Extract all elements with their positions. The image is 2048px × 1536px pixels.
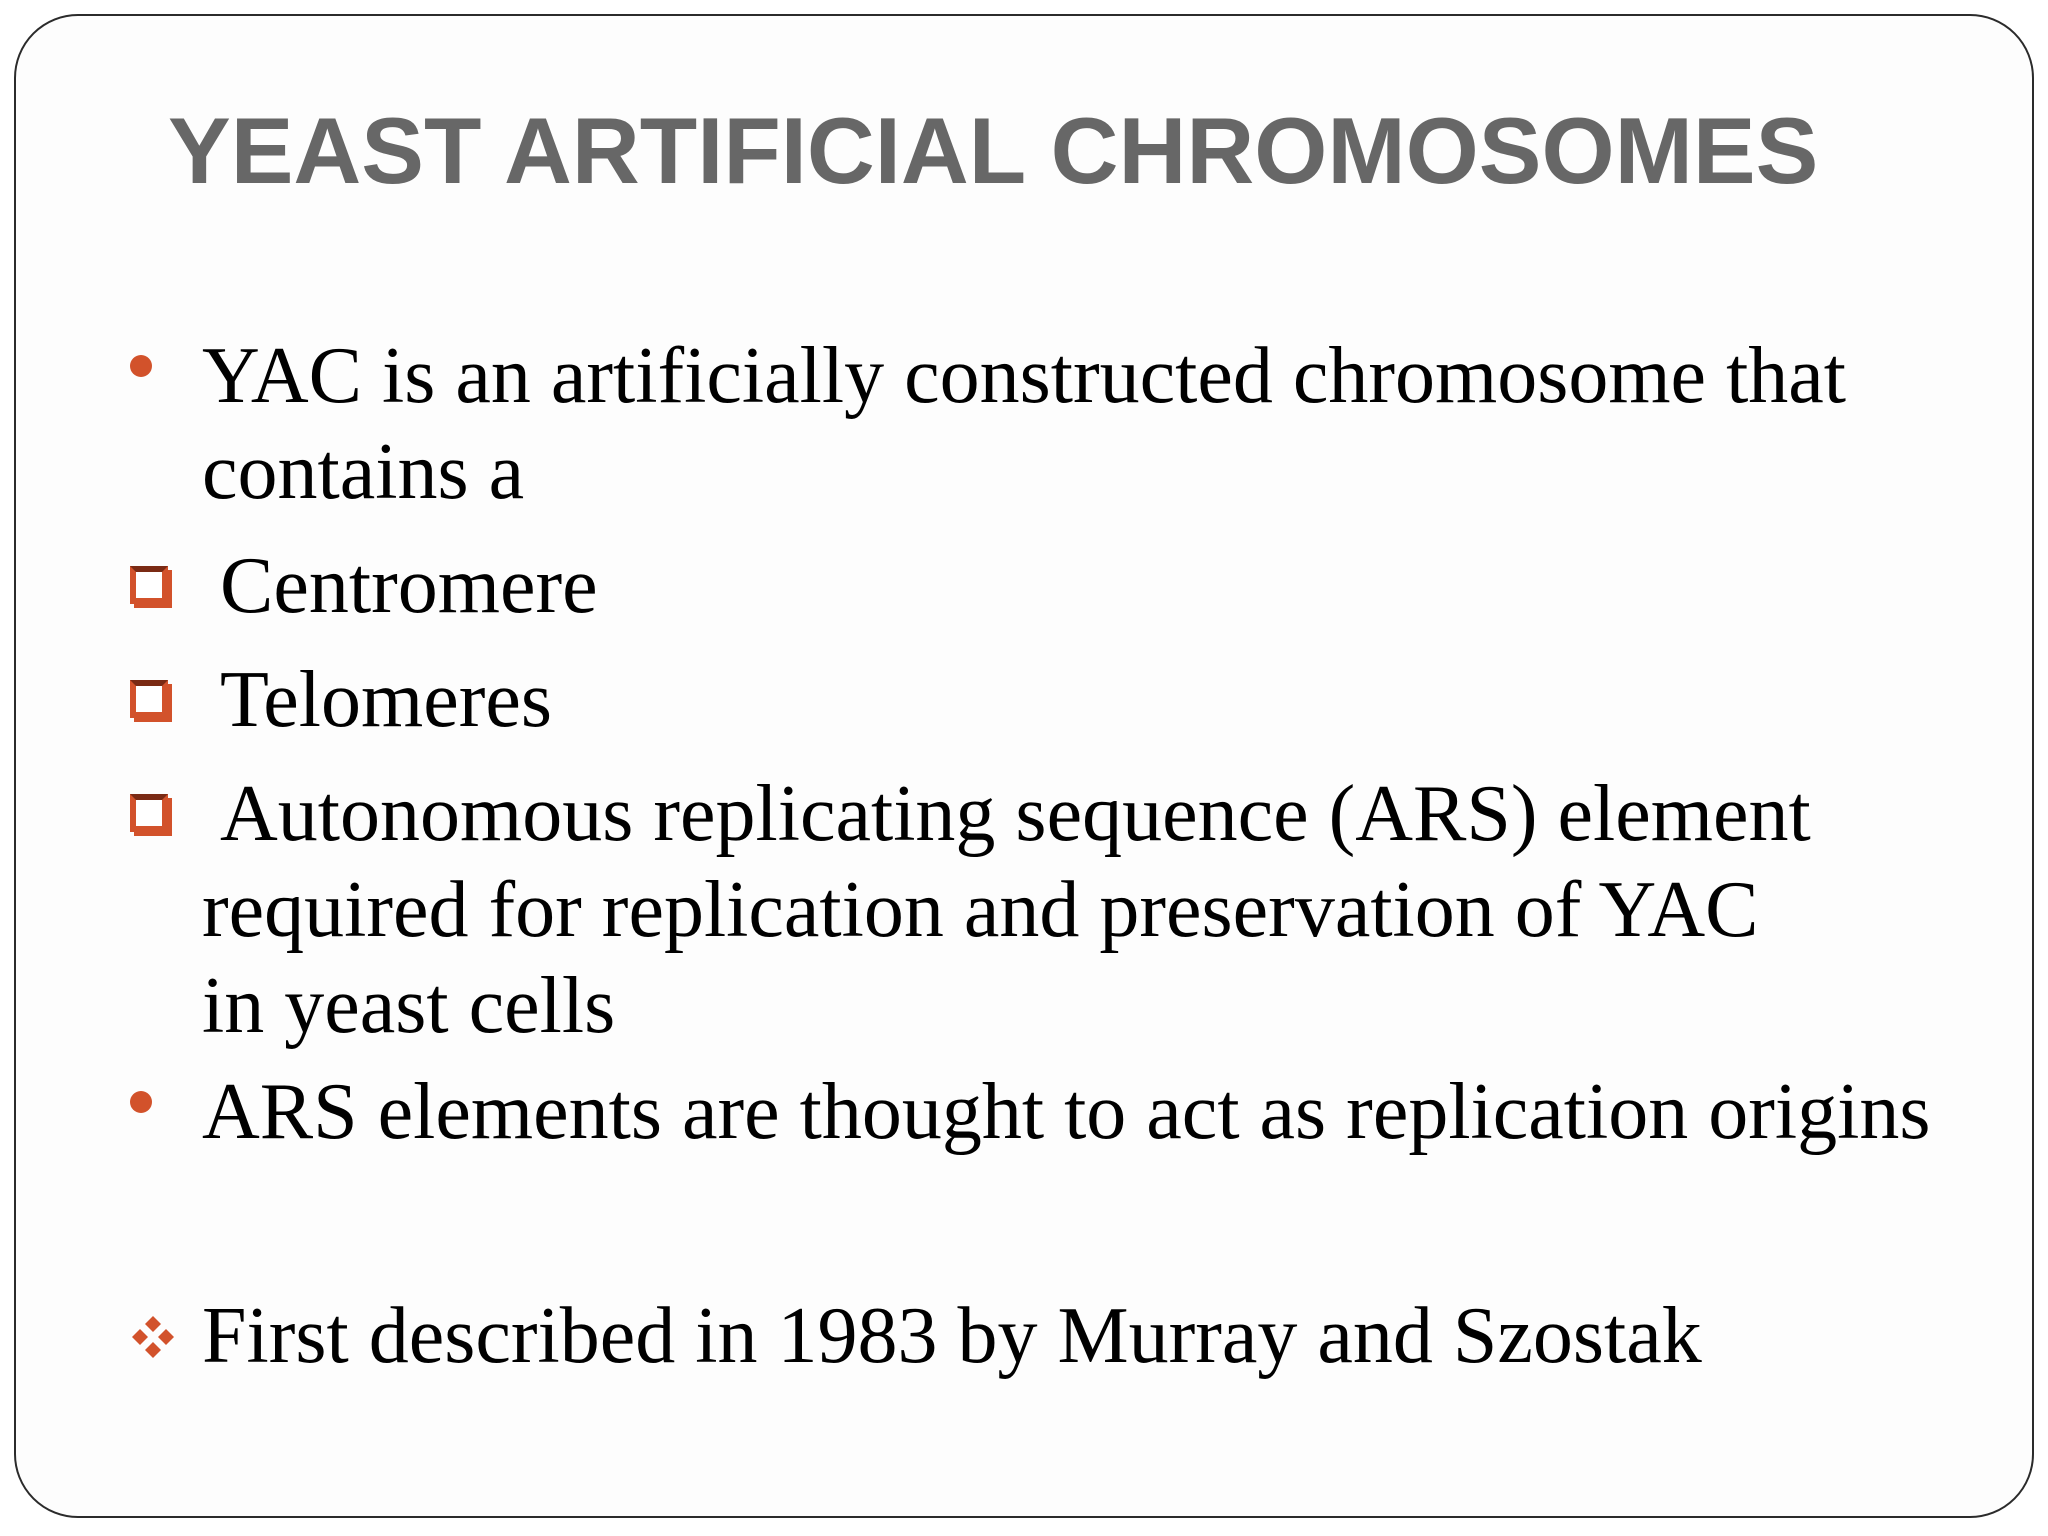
bullet-text-line: YAC is an artificially constructed chromosome that — [202, 332, 1847, 420]
bullet-text-line: ARS elements are thought to act as replication origins — [202, 1068, 1931, 1156]
checkbox-bullet-icon — [130, 566, 168, 604]
slide-frame — [14, 14, 2034, 1518]
diamond-bullet-icon — [128, 1312, 178, 1362]
checkbox-bullet-icon — [130, 794, 168, 832]
slide-title: YEAST ARTIFICIAL CHROMOSOMES — [168, 98, 1819, 203]
bullet-text-line: Autonomous replicating sequence (ARS) element — [220, 770, 1811, 858]
bullet-text-line: Telomeres — [220, 656, 553, 744]
bullet-text-line: required for replication and preservation of YAC — [202, 866, 1759, 954]
bullet-text-line: in yeast cells — [202, 962, 616, 1050]
bullet-text-line: contains a — [202, 428, 525, 516]
bullet-dot-icon — [130, 355, 152, 377]
bullet-text-line: Centromere — [220, 542, 598, 630]
checkbox-bullet-icon — [130, 680, 168, 718]
bullet-dot-icon — [130, 1091, 152, 1113]
bullet-text-line: First described in 1983 by Murray and Szostak — [202, 1292, 1702, 1380]
